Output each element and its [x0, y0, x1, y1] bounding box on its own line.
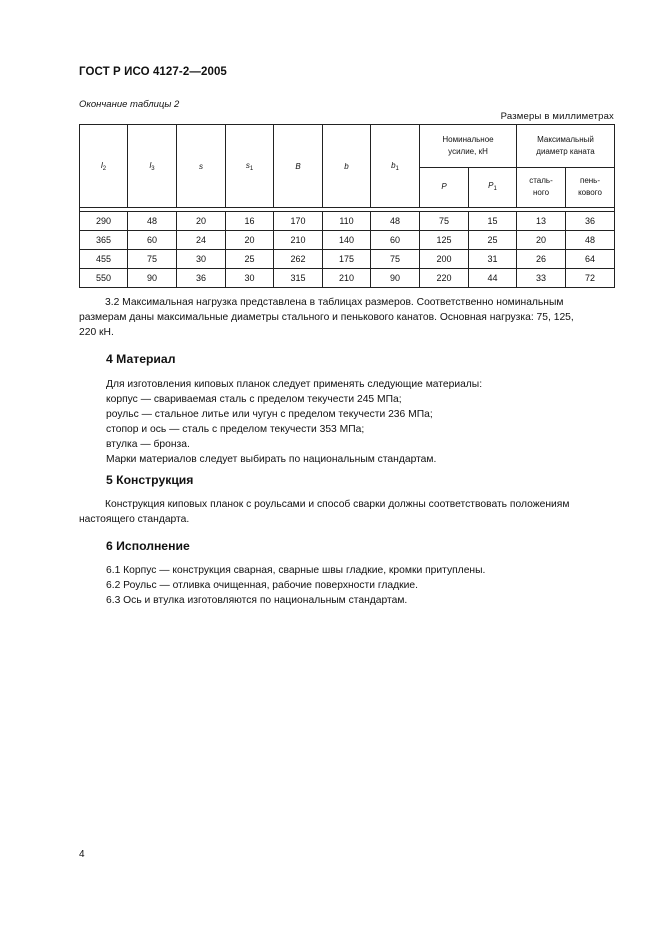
col-header-l2: $l_2$ [80, 125, 128, 208]
section-4-line: втулка — бронза. [106, 439, 190, 450]
section-4-line: Для изготовления киповых планок следует применять следующие материалы: [106, 379, 483, 390]
col-header-P: P [420, 167, 469, 207]
paragraph-3-2 [79, 295, 614, 340]
table-cell: 33 [517, 269, 566, 288]
table-cell: 220 [420, 269, 469, 288]
table-cell: 125 [420, 231, 469, 250]
section-6-line: 6.3 Ось и втулка изготовляются по национальным стандартам. [106, 595, 408, 606]
col-header-b1: $b_1$ [371, 125, 420, 208]
table-row [80, 250, 615, 269]
table-cell: 200 [420, 250, 469, 269]
table-caption: Окончание таблицы 2 [79, 99, 180, 110]
table-cell: 455 [80, 250, 128, 269]
table-units-note: Размеры в миллиметрах [500, 111, 614, 122]
table-cell: 90 [128, 269, 177, 288]
section-4-title: 4 Материал [106, 352, 176, 366]
table-cell: 262 [274, 250, 323, 269]
col-header-steel: сталь- ного [517, 167, 566, 207]
table-cell: 26 [517, 250, 566, 269]
paragraph-line: Конструкция киповых планок с роульсами и способ сварки должны соответствовать положениям [105, 499, 570, 510]
table-cell: 13 [517, 212, 566, 231]
paragraph-line: размерам даны максимальные диаметры стального и пенькового канатов. Основная нагрузка: 75, 125, [79, 312, 574, 323]
section-6-title: 6 Исполнение [106, 539, 190, 553]
table-cell: 72 [566, 269, 615, 288]
col-header-l3: $l_3$ [128, 125, 177, 208]
table-row [80, 231, 615, 250]
section-6-line: 6.1 Корпус — конструкция сварная, сварные швы гладкие, кромки притуплены. [106, 565, 486, 576]
paragraph-line: настоящего стандарта. [79, 514, 190, 525]
table-cell: 210 [274, 231, 323, 250]
table-cell: 48 [566, 231, 615, 250]
page-number: 4 [79, 849, 85, 860]
section-5-title: 5 Конструкция [106, 473, 194, 487]
col-header-s1: $s_1$ [226, 125, 274, 208]
col-header-hemp: пень- кового [566, 167, 615, 207]
table-cell: 315 [274, 269, 323, 288]
table-cell: 25 [469, 231, 517, 250]
section-6-line: 6.2 Роульс — отливка очищенная, рабочие поверхности гладкие. [106, 580, 419, 591]
dimensions-table [79, 124, 615, 288]
table-cell: 60 [371, 231, 420, 250]
table-cell: 75 [420, 212, 469, 231]
table-cell: 30 [177, 250, 226, 269]
table-cell: 20 [517, 231, 566, 250]
table-cell: 365 [80, 231, 128, 250]
col-header-b: b [323, 125, 371, 208]
table-cell: 44 [469, 269, 517, 288]
table-cell: 31 [469, 250, 517, 269]
table-cell: 36 [566, 212, 615, 231]
table-cell: 110 [323, 212, 371, 231]
table-cell: 15 [469, 212, 517, 231]
table-cell: 20 [177, 212, 226, 231]
table-cell: 75 [371, 250, 420, 269]
table-cell: 60 [128, 231, 177, 250]
paragraph-line: 3.2 Максимальная нагрузка представлена в таблицах размеров. Соответственно номинальным [105, 297, 564, 308]
table-cell: 64 [566, 250, 615, 269]
table-cell: 48 [128, 212, 177, 231]
section-4-line: Марки материалов следует выбирать по национальным стандартам. [106, 454, 437, 465]
col-header-B: B [274, 125, 323, 208]
table-cell: 290 [80, 212, 128, 231]
table-cell: 210 [323, 269, 371, 288]
col-header-P1: $P_1$ [469, 167, 517, 207]
table-row [80, 269, 615, 288]
section-5-paragraph [79, 497, 614, 527]
table-cell: 30 [226, 269, 274, 288]
table-cell: 550 [80, 269, 128, 288]
table-cell: 25 [226, 250, 274, 269]
table-cell: 75 [128, 250, 177, 269]
document-header: ГОСТ Р ИСО 4127-2—2005 [79, 66, 227, 78]
table-cell: 170 [274, 212, 323, 231]
table-row [80, 212, 615, 231]
table-cell: 140 [323, 231, 371, 250]
table-cell: 175 [323, 250, 371, 269]
table-cell: 90 [371, 269, 420, 288]
table-cell: 16 [226, 212, 274, 231]
paragraph-line: 220 кН. [79, 327, 114, 338]
table-cell: 20 [226, 231, 274, 250]
group-header-nominal-force: Номинальное усилие, кН [420, 125, 517, 168]
table-cell: 36 [177, 269, 226, 288]
section-4-line: стопор и ось — сталь с пределом текучести 353 МПа; [106, 424, 365, 435]
table-cell: 48 [371, 212, 420, 231]
col-header-s: s [177, 125, 226, 208]
section-4-line: роульс — стальное литье или чугун с пределом текучести 236 МПа; [106, 409, 433, 420]
group-header-max-rope-diameter: Максимальный диаметр каната [517, 125, 615, 168]
table-cell: 24 [177, 231, 226, 250]
section-4-line: корпус — свариваемая сталь с пределом текучести 245 МПа; [106, 394, 402, 405]
